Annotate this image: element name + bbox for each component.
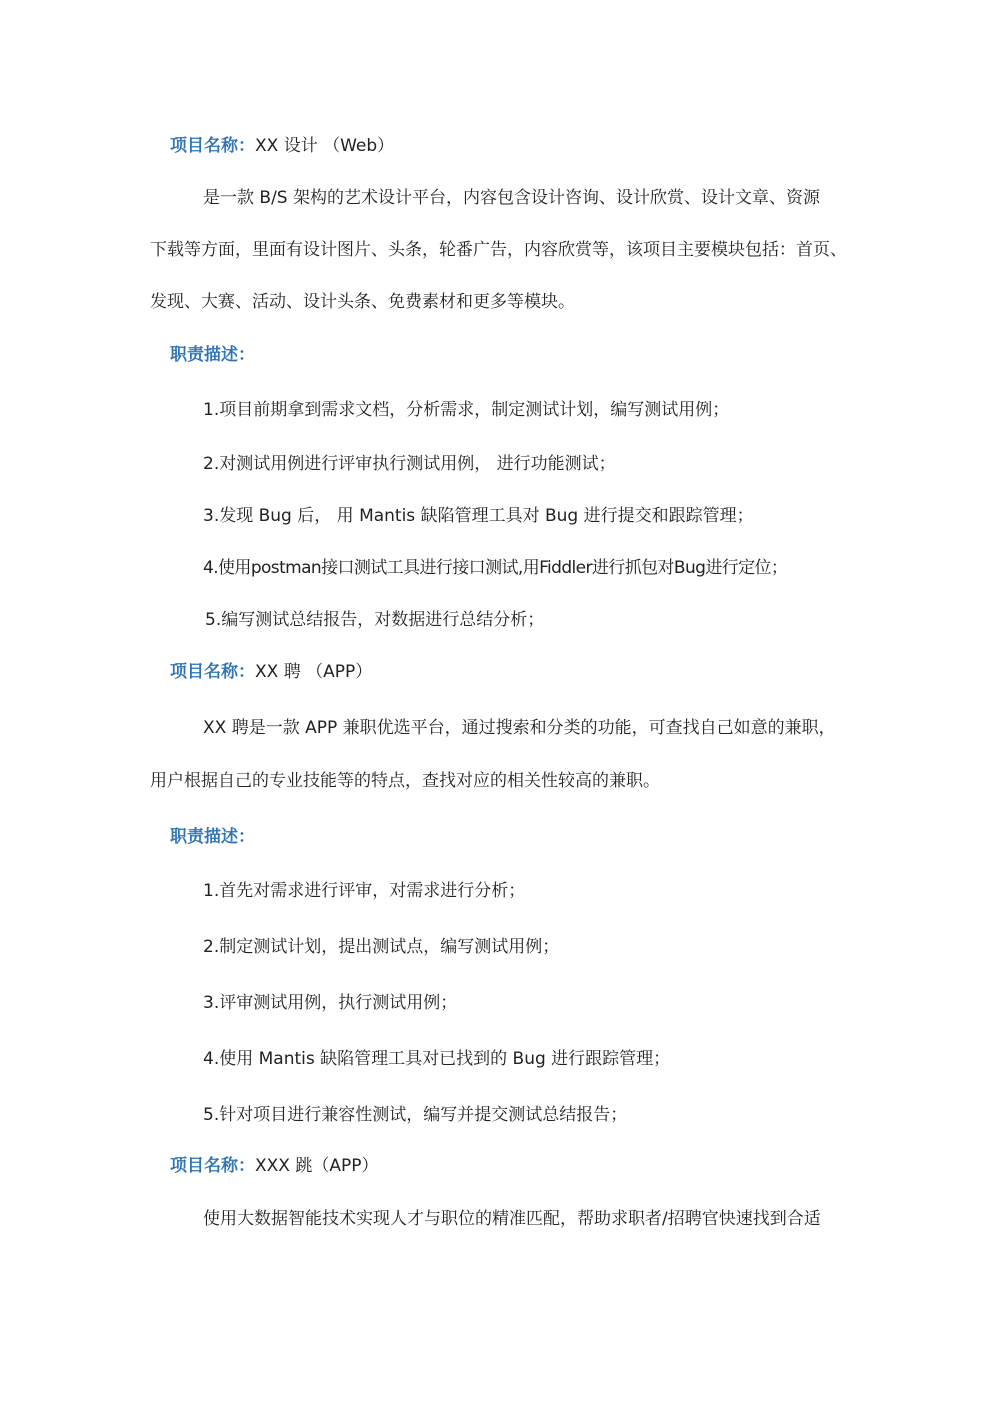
project-intro-line: 发现、大赛、活动、设计头条、免费素材和更多等模块。 [150,292,575,312]
project-intro-line: 用户根据自己的专业技能等的特点，查找对应的相关性较高的兼职。 [150,771,660,791]
project-name-value: XXX 跳（APP） [255,1156,379,1176]
duty-item: 5.针对项目进行兼容性测试，编写并提交测试总结报告； [203,1105,628,1125]
project-name-label: 项目名称： [170,1156,255,1176]
project-name-value: XX 聘 （APP） [255,662,373,682]
duty-item: 5.编写测试总结报告，对数据进行总结分析； [205,610,545,630]
project-heading [170,660,372,684]
duty-heading: 职责描述： [170,345,255,365]
duty-item: 3.发现 Bug 后， 用 Mantis 缺陷管理工具对 Bug 进行提交和跟踪管理； [203,506,754,526]
project-name-label: 项目名称： [170,136,255,156]
project-heading [170,134,394,158]
duty-item: 4.使用 Mantis 缺陷管理工具对已找到的 Bug 进行跟踪管理； [203,1049,671,1069]
project-heading [170,1154,378,1178]
duty-item: 1.项目前期拿到需求文档，分析需求，制定测试计划，编写测试用例； [203,400,730,420]
project-intro-line: 是一款 B/S 架构的艺术设计平台，内容包含设计咨询、设计欣赏、设计文章、资源 [203,188,820,208]
duty-item: 3.评审测试用例，执行测试用例； [203,993,458,1013]
duty-item: 2.制定测试计划，提出测试点，编写测试用例； [203,937,560,957]
project-intro-line: 下载等方面，里面有设计图片、头条，轮番广告，内容欣赏等，该项目主要模块包括：首页、 [150,240,847,260]
duty-item: 4.使用postman接口测试工具进行接口测试,用Fiddler进行抓包对Bug进行定位； [203,558,788,578]
duty-heading: 职责描述： [170,827,255,847]
project-intro-line: XX 聘是一款 APP 兼职优选平台，通过搜索和分类的功能，可查找自己如意的兼职， [203,718,836,738]
project-name-value: XX 设计 （Web） [255,136,395,156]
duty-item: 2.对测试用例进行评审执行测试用例， 进行功能测试； [203,454,616,474]
project-intro-line: 使用大数据智能技术实现人才与职位的精准匹配，帮助求职者/招聘官快速找到合适 [203,1209,821,1229]
duty-item: 1.首先对需求进行评审，对需求进行分析； [203,881,526,901]
project-name-label: 项目名称： [170,662,255,682]
